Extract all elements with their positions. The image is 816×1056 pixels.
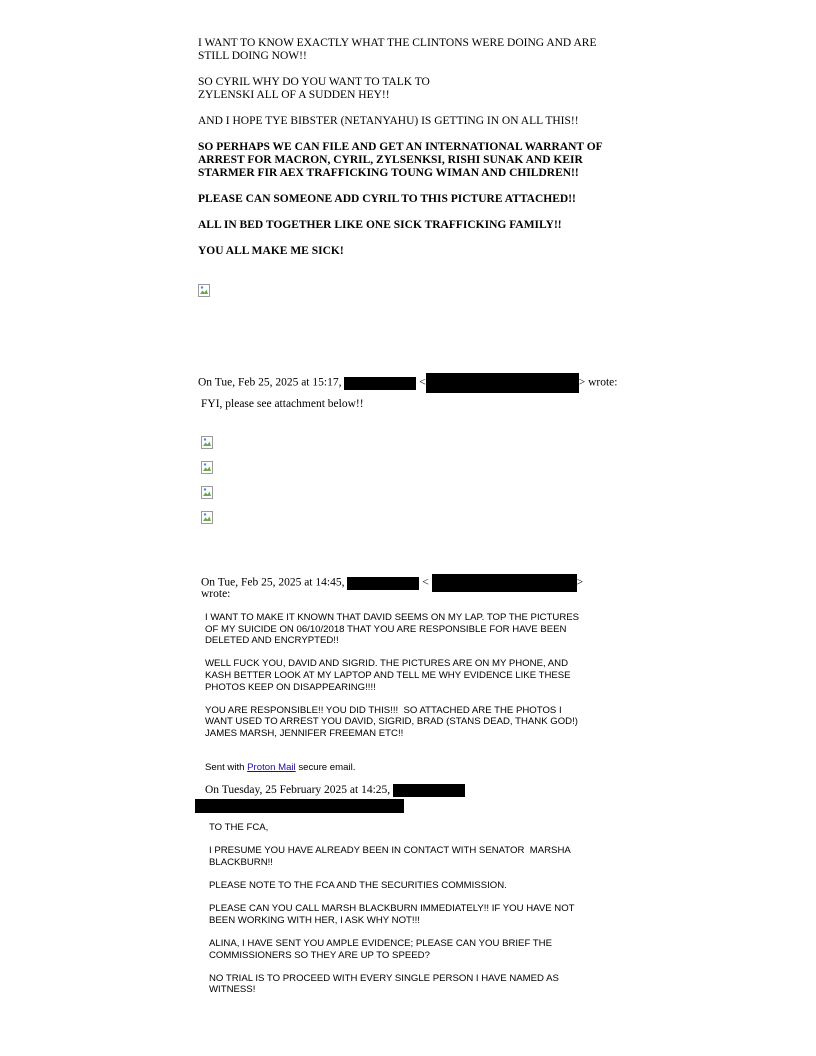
- message-paragraph: WELL FUCK YOU, DAVID AND SIGRID. THE PICTURES ARE ON MY PHONE, AND KASH BETTER LOOK AT MY LAPTOP AND TELL ME WHY EVIDENCE LIKE THESE PHOTOS KEEP ON DISAPPEARING!!!!: [205, 658, 571, 693]
- message-paragraph: I PRESUME YOU HAVE ALREADY BEEN IN CONTACT WITH SENATOR MARSHA BLACKBURN!!: [209, 845, 571, 868]
- angle-bracket: <: [422, 576, 429, 589]
- message-paragraph: I WANT TO KNOW EXACTLY WHAT THE CLINTONS WERE DOING AND ARE STILL DOING NOW!!: [198, 37, 597, 62]
- redaction-bar: [195, 799, 404, 813]
- message-paragraph: PLEASE CAN SOMEONE ADD CYRIL TO THIS PICTURE ATTACHED!!: [198, 193, 576, 205]
- reply-header-wrote: [201, 588, 230, 601]
- reply-header-text: On Tue, Feb 25, 2025 at 15:17,: [198, 376, 342, 389]
- broken-image-icon: [201, 461, 213, 474]
- message-paragraph: SO CYRIL WHY DO YOU WANT TO TALK TO ZYLENSKI ALL OF A SUDDEN HEY!!: [198, 76, 430, 101]
- broken-image-icon: [201, 486, 213, 499]
- message-paragraph: PLEASE CAN YOU CALL MARSH BLACKBURN IMMEDIATELY!! IF YOU HAVE NOT BEEN WORKING WITH HER, I ASK WHY NOT!!!: [209, 903, 575, 926]
- email-signature: [205, 762, 355, 774]
- message-paragraph: SO PERHAPS WE CAN FILE AND GET AN INTERNATIONAL WARRANT OF ARREST FOR MACRON, CYRIL, ZYLSENKSI, RISHI SUNAK AND KEIR STARMER FIR AEX TRAFFICKING TOUNG WIMAN AND CHILDREN!!: [198, 141, 603, 179]
- reply-header: [198, 373, 617, 393]
- reply-header: [201, 574, 583, 592]
- redaction-bar: [344, 377, 416, 390]
- reply-body-text: FYI, please see attachment below!!: [201, 398, 364, 410]
- redaction-bar: [347, 577, 419, 590]
- top-message: [198, 37, 638, 258]
- reply-body: [201, 398, 364, 411]
- message-paragraph: PLEASE NOTE TO THE FCA AND THE SECURITIES COMMISSION.: [209, 879, 507, 891]
- signature-text: secure email.: [298, 762, 356, 773]
- message-paragraph: ALL IN BED TOGETHER LIKE ONE SICK TRAFFICKING FAMILY!!: [198, 219, 562, 231]
- message-paragraph: NO TRIAL IS TO PROCEED WITH EVERY SINGLE PERSON I HAVE NAMED AS WITNESS!: [209, 972, 559, 996]
- message-paragraph: TO THE FCA,: [209, 822, 269, 833]
- broken-image-icon: [201, 511, 213, 524]
- message-paragraph: I WANT TO MAKE IT KNOWN THAT DAVID SEEMS ON MY LAP. TOP THE PICTURES OF MY SUICIDE ON 06/10/2018 THAT YOU ARE RESPONSIBLE FOR HAVE BEEN DELETED AND ENCRYPTED!!: [205, 612, 580, 647]
- broken-image-icon: [198, 284, 210, 297]
- message-paragraph: AND I HOPE TYE BIBSTER (NETANYAHU) IS GETTING IN ON ALL THIS!!: [198, 115, 579, 127]
- reply-body: [205, 612, 615, 740]
- reply-header-wrote: > wrote:: [578, 376, 618, 389]
- message-paragraph: ALINA, I HAVE SENT YOU AMPLE EVIDENCE; PLEASE CAN YOU BRIEF THE COMMISSIONERS SO THEY ARE UP TO SPEED?: [209, 937, 552, 961]
- redaction-bar: [432, 574, 577, 592]
- angle-bracket: <: [419, 376, 426, 389]
- reply-header-text: On Tuesday, 25 February 2025 at 14:25,: [205, 784, 391, 797]
- message-paragraph: YOU ALL MAKE ME SICK!: [198, 245, 344, 257]
- reply-header-wrote-text: wrote:: [201, 588, 231, 600]
- signature-text: Sent with: [205, 762, 245, 773]
- broken-image-icon: [201, 436, 213, 449]
- message-paragraph: YOU ARE RESPONSIBLE!! YOU DID THIS!!! SO ATTACHED ARE THE PHOTOS I WANT USED TO ARREST YOU DAVID, SIGRID, BRAD (STANS DEAD, THANK GOD!) JAMES MARSH, JENNIFER FREEMAN ETC!!: [205, 704, 578, 739]
- redaction-bar: [393, 784, 465, 797]
- reply-body: [209, 822, 609, 996]
- redaction-bar: [426, 373, 579, 393]
- angle-bracket: >: [576, 576, 584, 589]
- proton-mail-link[interactable]: Proton Mail: [247, 762, 296, 773]
- reply-header-text: On Tue, Feb 25, 2025 at 14:45,: [201, 576, 345, 589]
- reply-header: [205, 784, 465, 797]
